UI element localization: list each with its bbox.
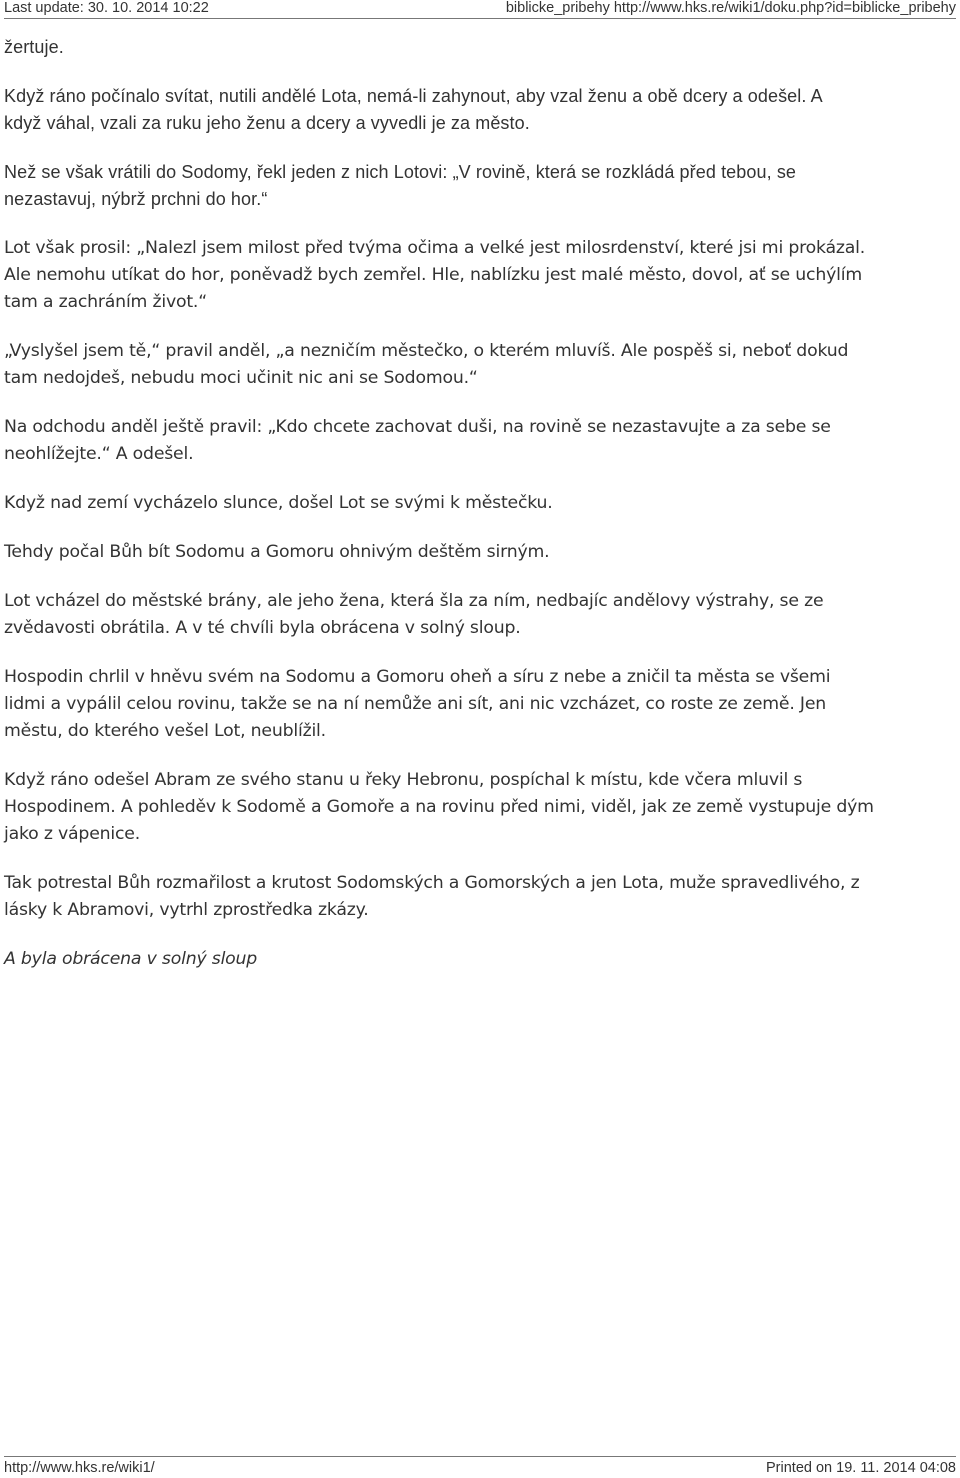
printed-on-text: Printed on 19. 11. 2014 04:08 (766, 1460, 956, 1476)
text-line: Tak potrestal Bůh rozmařilost a krutost Sodomských a Gomorských a jen Lota, muže spravedlivého, z (4, 873, 860, 893)
paragraph-5 (4, 414, 958, 468)
paragraph-6 (4, 490, 958, 517)
text-line: žertuje. (4, 37, 64, 57)
page-footer (4, 1456, 956, 1477)
paragraph-8 (4, 588, 958, 642)
footer-url-text: http://www.hks.re/wiki1/ (4, 1460, 155, 1476)
paragraph-9 (4, 664, 958, 745)
last-update-text: Last update: 30. 10. 2014 10:22 (4, 0, 209, 16)
text-line: tam nedojdeš, nebudu moci učinit nic ani se Sodomou.“ (4, 368, 478, 388)
text-line: lidmi a vypálil celou rovinu, takže se na ní nemůže ani sít, ani nic vzcházet, co roste ze země. Jen (4, 694, 827, 714)
paragraph-1 (4, 83, 958, 137)
text-line: Lot vcházel do městské brány, ale jeho žena, která šla za ním, nedbajíc andělovy výstrahy, se ze (4, 591, 824, 611)
text-line: Když nad zemí vycházelo slunce, došel Lot se svými k městečku. (4, 493, 553, 513)
text-line: Lot však prosil: „Nalezl jsem milost před tvýma očima a velké jest milosrdenství, které jsi mi prokázal. (4, 238, 866, 258)
paragraph-7 (4, 539, 958, 566)
text-line: tam a zachráním život.“ (4, 292, 207, 312)
paragraph-11 (4, 870, 958, 924)
text-line: Ale nemohu utíkat do hor, poněvadž bych zemřel. Hle, nablízku jest malé město, dovol, ať se uchýlím (4, 265, 862, 285)
paragraph-0 (4, 34, 958, 61)
text-line: zvědavosti obrátila. A v té chvíli byla obrácena v solný sloup. (4, 618, 521, 638)
closing-italic-line (4, 946, 958, 973)
text-line: Tehdy počal Bůh bít Sodomu a Gomoru ohnivým deštěm sirným. (4, 542, 550, 562)
page-header (4, 0, 956, 19)
text-line: když váhal, vzali za ruku jeho ženu a dcery a vyvedli je za město. (4, 113, 530, 133)
paragraph-10 (4, 767, 958, 848)
text-line: neohlížejte.“ A odešel. (4, 444, 194, 464)
text-line: lásky k Abramovi, vytrhl zprostředka zkázy. (4, 900, 369, 920)
text-line: jako z vápenice. (4, 824, 141, 844)
text-line: A byla obrácena v solný sloup (4, 949, 258, 969)
text-line: Když ráno počínalo svítat, nutili andělé Lota, nemá-li zahynout, aby vzal ženu a obě dcery a odešel. A (4, 86, 823, 106)
text-line: Na odchodu anděl ještě pravil: „Kdo chcete zachovat duši, na rovině se nezastavujte a za sebe se (4, 417, 831, 437)
paragraph-2 (4, 159, 958, 213)
text-line: Hospodinem. A pohleděv k Sodomě a Gomoře a na rovinu před nimi, viděl, jak ze země vystupuje dým (4, 797, 874, 817)
page-id-text: biblicke_pribehy http://www.hks.re/wiki1/doku.php?id=biblicke_pribehy (505, 0, 956, 16)
text-line: nezastavuj, nýbrž prchni do hor.“ (4, 189, 268, 209)
paragraph-3 (4, 235, 958, 316)
text-line: „Vyslyšel jsem tě,“ pravil anděl, „a nezničím městečko, o kterém mluvíš. Ale pospěš si, neboť dokud (4, 341, 849, 361)
text-line: Než se však vrátili do Sodomy, řekl jeden z nich Lotovi: „V rovině, která se rozkládá před tebou, se (4, 162, 797, 182)
text-line: Hospodin chrlil v hněvu svém na Sodomu a Gomoru oheň a síru z nebe a zničil ta města se všemi (4, 667, 831, 687)
text-line: Když ráno odešel Abram ze svého stanu u řeky Hebronu, pospíchal k místu, kde včera mluvil s (4, 770, 803, 790)
paragraph-4 (4, 338, 958, 392)
article-body (4, 34, 958, 995)
text-line: městu, do kterého vešel Lot, neublížil. (4, 721, 326, 741)
